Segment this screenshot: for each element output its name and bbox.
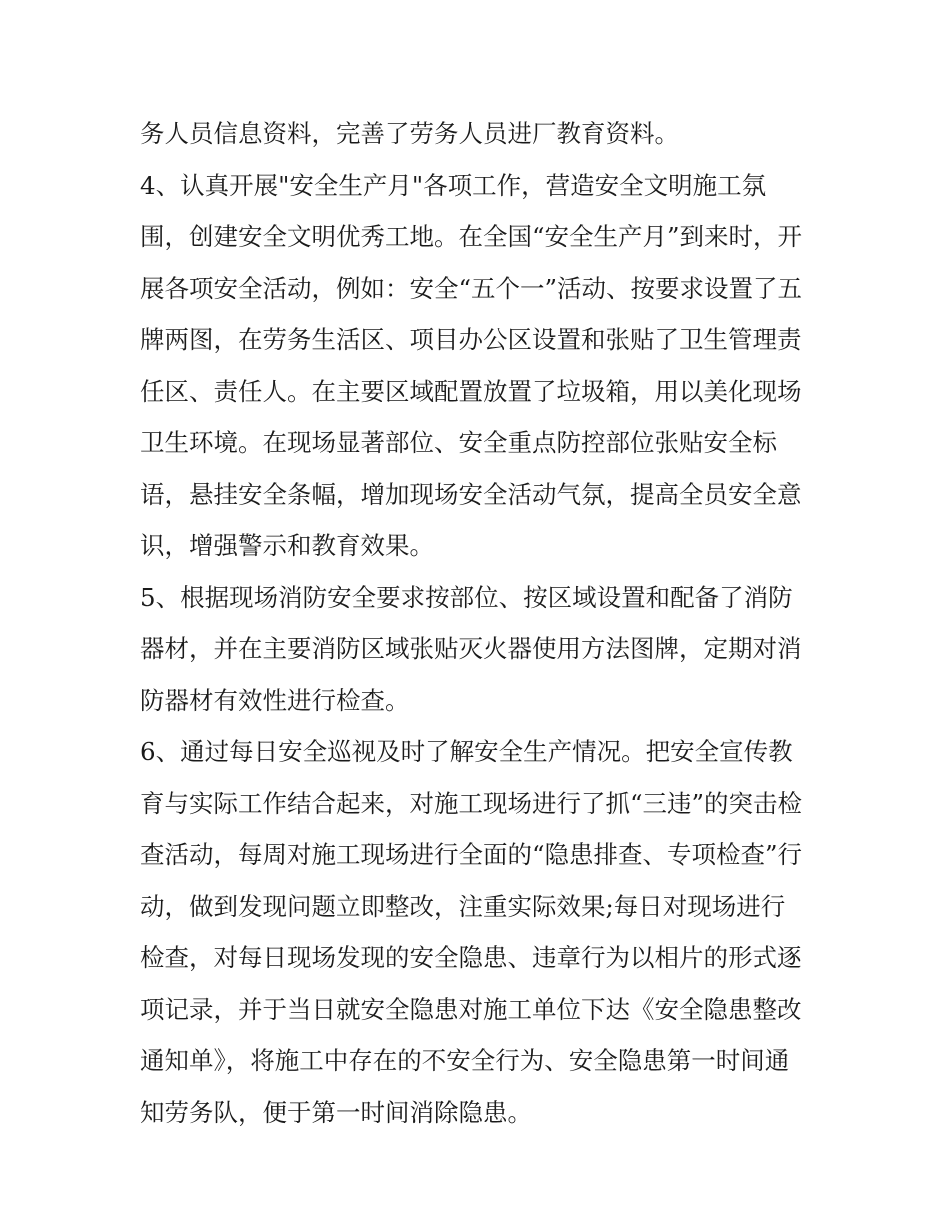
- text-line: 展各项安全活动，例如：安全“五个一”活动、按要求设置了五: [140, 273, 803, 303]
- text-line: 务人员信息资料，完善了劳务人员进厂教育资料。: [140, 119, 679, 148]
- text-line: 知劳务队，便于第一时间消除隐患。: [140, 1097, 532, 1127]
- text-line: 5、根据现场消防安全要求按部位、按区域设置和配备了消防: [140, 582, 793, 612]
- text-line: 识，增强警示和教育效果。: [140, 531, 434, 560]
- text-line: 6、通过每日安全巡视及时了解安全生产情况。把安全宣传教: [140, 737, 793, 766]
- document-body: [140, 108, 820, 1138]
- text-line: 任区、责任人。在主要区域配置放置了垃圾箱，用以美化现场: [140, 376, 802, 406]
- text-line: 卫生环境。在现场显著部位、安全重点防控部位张贴安全标: [140, 428, 777, 457]
- text-line: 通知单》，将施工中存在的不安全行为、安全隐患第一时间通: [140, 1046, 790, 1075]
- text-line: 4、认真开展"安全生产月"各项工作，营造安全文明施工氛: [140, 170, 767, 200]
- text-line: 检查，对每日现场发现的安全隐患、违章行为以相片的形式逐: [140, 943, 802, 972]
- text-line: 语，悬挂安全条幅，增加现场安全活动气氛，提高全员安全意: [140, 479, 802, 509]
- text-line: 项记录，并于当日就安全隐患对施工单位下达《安全隐患整改: [140, 994, 802, 1024]
- text-line: 器材，并在主要消防区域张贴灭火器使用方法图牌，定期对消: [140, 634, 802, 663]
- text-line: 围，创建安全文明优秀工地。在全国“安全生产月”到来时，开: [140, 222, 803, 251]
- text-line: 动，做到发现问题立即整改，注重实际效果;每日对现场进行: [140, 891, 786, 921]
- text-line: 牌两图，在劳务生活区、项目办公区设置和张贴了卫生管理责: [140, 325, 802, 354]
- text-line: 防器材有效性进行检查。: [140, 685, 410, 715]
- text-line: 查活动，每周对施工现场进行全面的“隐患排查、专项检查”行: [140, 840, 803, 869]
- text-line: 育与实际工作结合起来，对施工现场进行了抓“三违”的突击检: [140, 788, 803, 818]
